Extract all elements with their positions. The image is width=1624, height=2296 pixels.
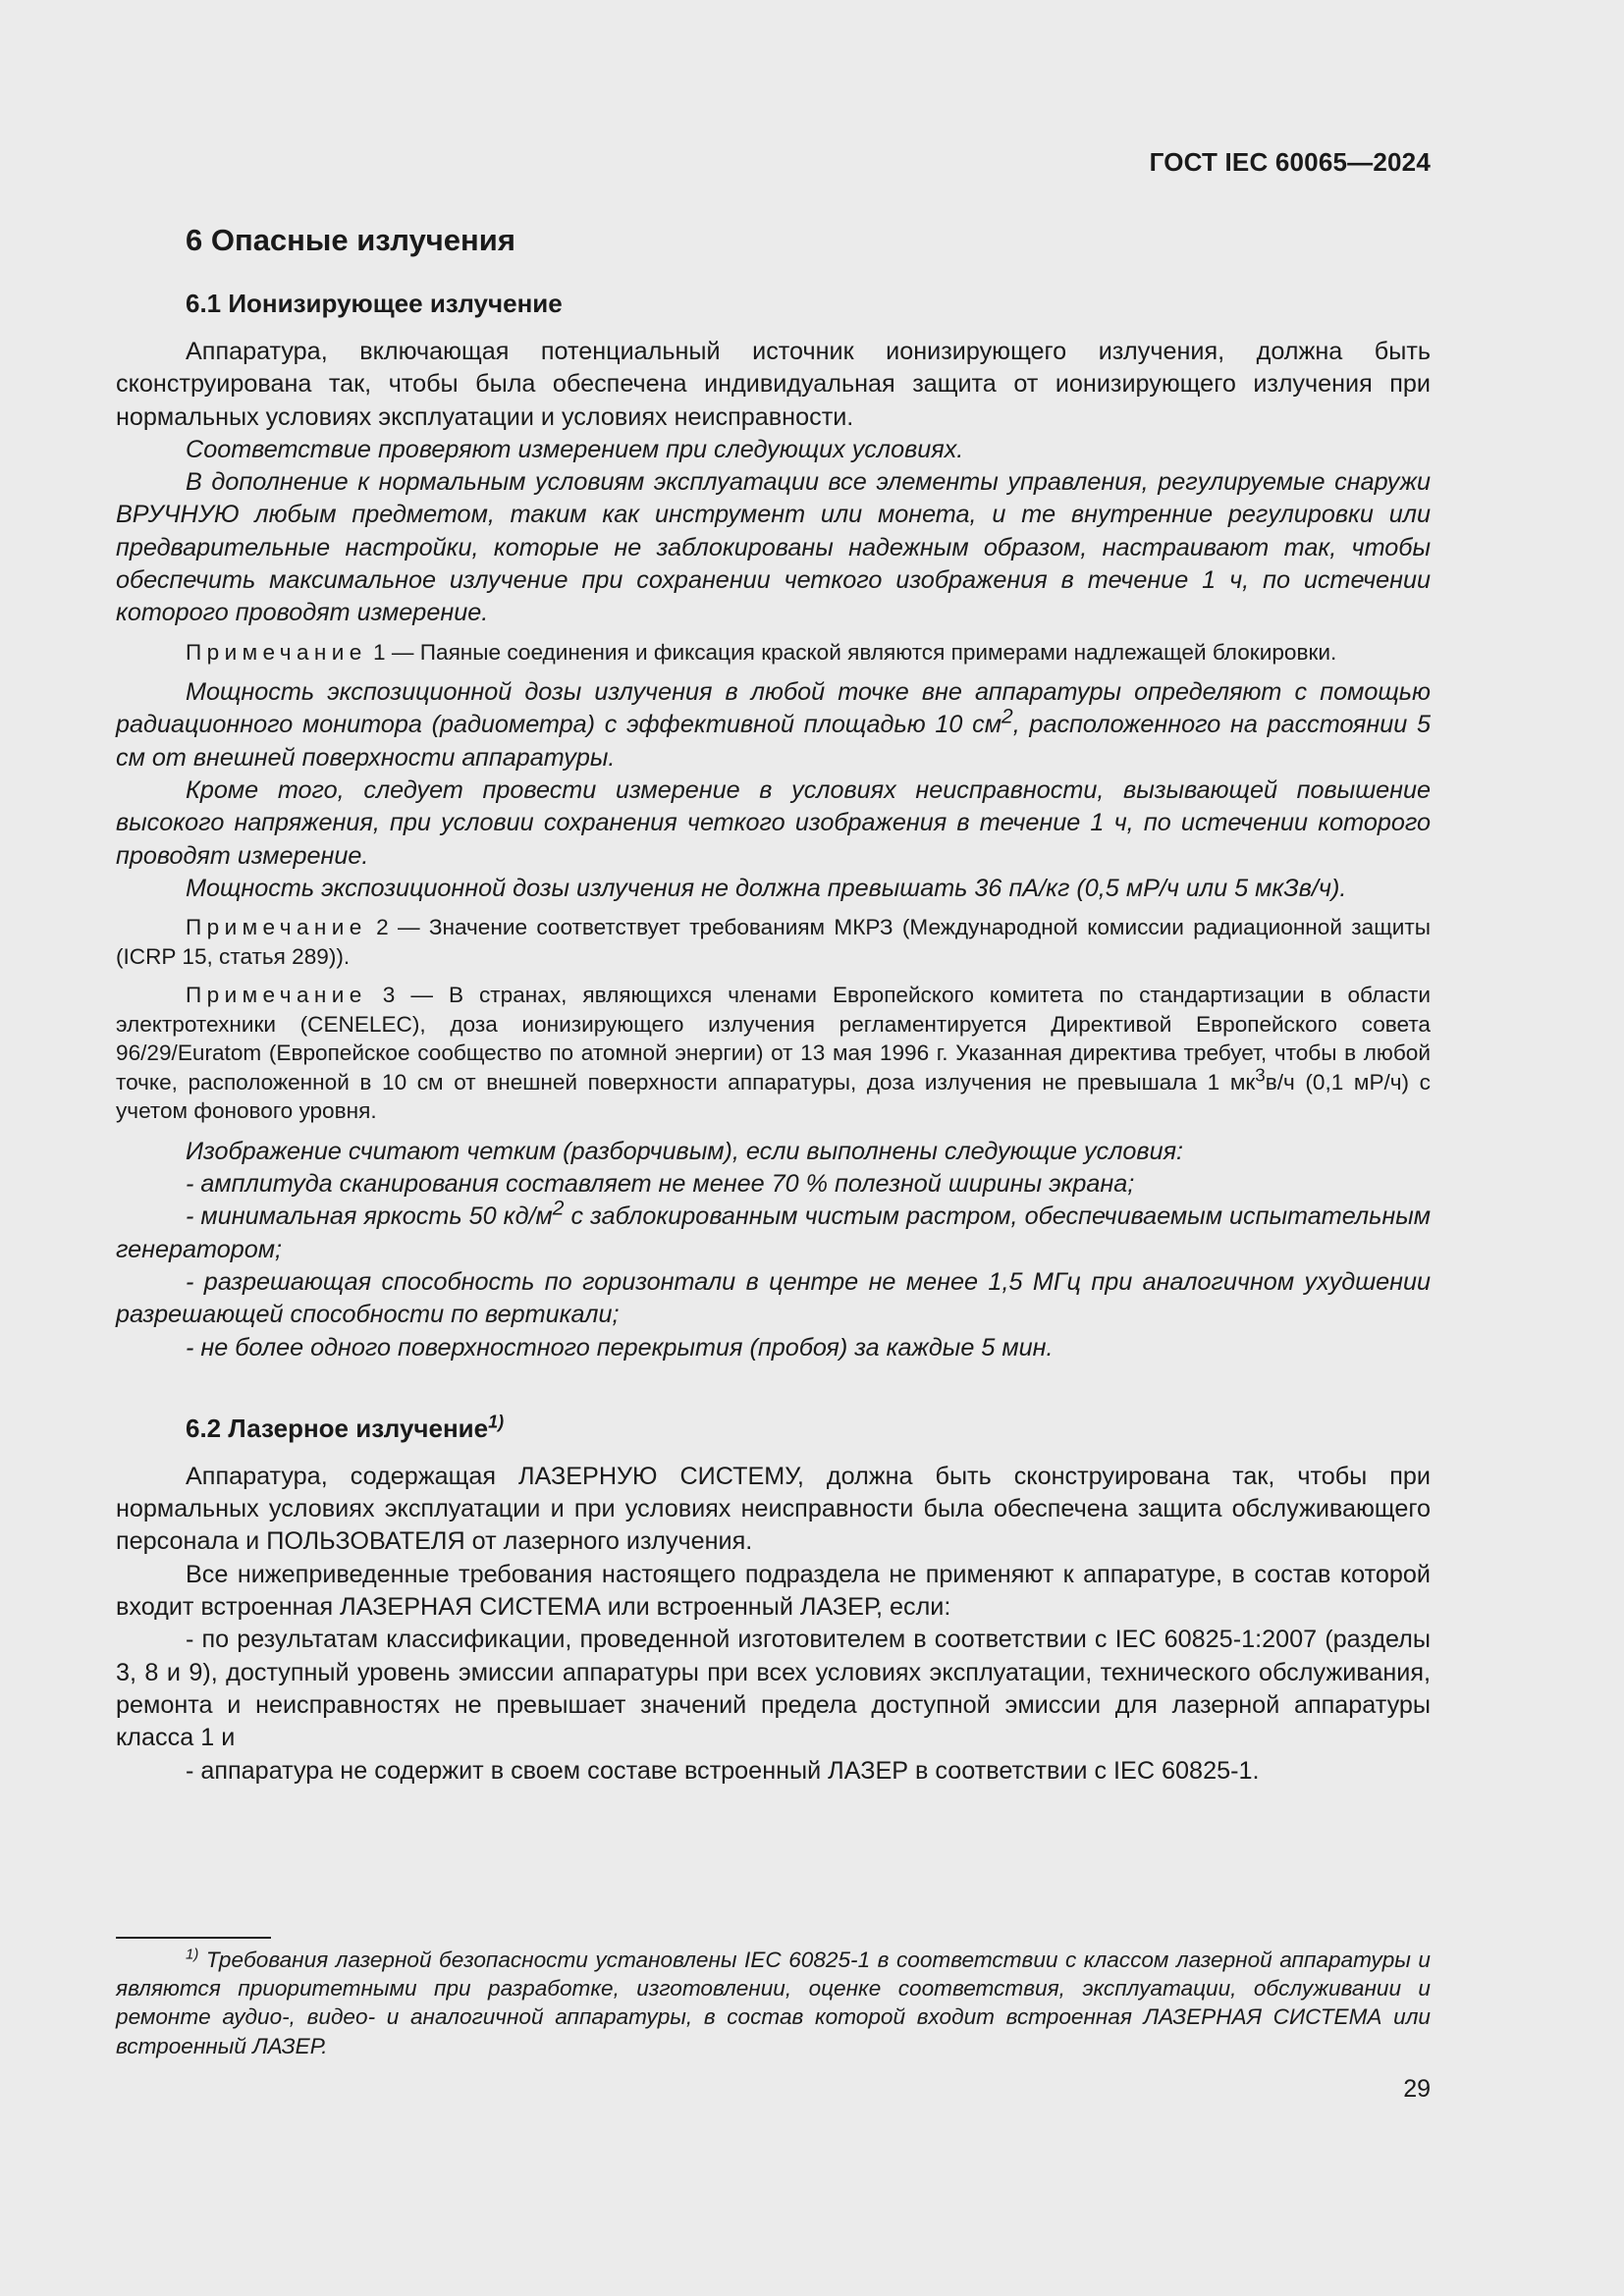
text-run: - минимальная яркость 50 кд/м <box>186 1202 553 1231</box>
paragraph-italic: Кроме того, следует провести измерение в условиях неисправности, вызывающей повышение высокого напряжения, при условии сохранения четкого изображения в течение 1 ч, по истечении которого проводят измерение. <box>116 776 1431 870</box>
footnote <box>116 1946 1431 2060</box>
footnote-marker: 1) <box>186 1946 199 1963</box>
note-text: 2 — Значение соответствует требованиям МКРЗ (Международной комиссии радиационной защиты (ICRP 15, статья 289)). <box>116 915 1431 969</box>
list-item: - по результатам классификации, проведенной изготовителем в соответствии с IEC 60825-1:2007 (разделы 3, 8 и 9), доступный уровень эмиссии аппаратуры при всех условиях эксплуатации, технического обслуживания, ремонта и неисправностях не превышает значений предела доступной эмиссии для лазерной аппаратуры класса 1 и <box>116 1626 1431 1752</box>
paragraph-italic: В дополнение к нормальным условиям эксплуатации все элементы управления, регулируемые снаружи ВРУЧНУЮ любым предметом, таким как инструмент или монета, и те внутренние регулировки или предварительные настройки, которые не заблокированы надежным образом, настраивают так, чтобы обеспечить максимальное излучение при сохранении четкого изображения в течение 1 ч, по истечении которого проводят измерение. <box>116 468 1431 627</box>
superscript: 2 <box>1001 706 1013 729</box>
paragraph: Аппаратура, включающая потенциальный источник ионизирующего излучения, должна быть сконструирована так, чтобы была обеспечена индивидуальная защита от ионизирующего излучения при нормальных условиях эксплуатации и условиях неисправности. <box>116 338 1431 431</box>
note-text: 3 — В странах, являющихся членами Европейского комитета по стандартизации в области электротехники (CENELEC), доза ионизирующего излучения регламентируется Директивой Европейского совета 96/29/Euratom (Европейское сообщество по атомной энергии) от 13 мая 1996 г. Указанная директива требует, чтобы в любой точке, расположенной в 10 см от внешней поверхности аппаратуры, доза излучения не превышала 1 мк <box>116 983 1431 1095</box>
document-header-id: ГОСТ IEC 60065—2024 <box>1149 147 1431 177</box>
note-label: Примечание <box>186 915 367 940</box>
paragraph: Аппаратура, содержащая ЛАЗЕРНУЮ СИСТЕМУ, должна быть сконструирована так, чтобы при нормальных условиях эксплуатации и при условиях неисправности была обеспечена защита обслуживающего персонала и ПОЛЬЗОВАТЕЛЯ от лазерного излучения. <box>116 1462 1431 1556</box>
subsection-6-1-title: 6.1 Ионизирующее излучение <box>186 289 563 318</box>
paragraph-italic <box>116 676 1431 774</box>
footnote-divider <box>116 1937 271 1939</box>
list-item: - разрешающая способность по горизонтали в центре не менее 1,5 МГц при аналогичном ухудшении разрешающей способности по вертикали; <box>116 1267 1431 1329</box>
note-2 <box>116 913 1431 971</box>
note-label: Примечание <box>186 983 367 1008</box>
section-6-title: 6 Опасные излучения <box>186 223 515 257</box>
list-item: - амплитуда сканирования составляет не менее 70 % полезной ширины экрана; <box>186 1170 1135 1199</box>
footnote-ref: 1) <box>488 1412 505 1432</box>
paragraph: Все нижеприведенные требования настоящего подраздела не применяют к аппаратуре, в состав которой входит встроенная ЛАЗЕРНАЯ СИСТЕМА или встроенный ЛАЗЕР, если: <box>116 1560 1431 1622</box>
note-1 <box>116 638 1431 667</box>
paragraph-italic: Соответствие проверяют измерением при следующих условиях. <box>186 435 964 463</box>
page-content <box>116 221 1431 1788</box>
note-text: в/ч (0,1 мР/ч) с учетом фонового уровня. <box>116 1069 1431 1124</box>
page-number: 29 <box>1403 2075 1431 2103</box>
footnote-text: Требования лазерной безопасности установлены IEC 60825-1 в соответствии с классом лазерной аппаратуры и являются приоритетными при разработке, изготовлении, оценке соответствия, эксплуатации, обслуживании и ремонте аудио-, видео- и аналогичной аппаратуры, в состав которой входит встроенная ЛАЗЕРНАЯ СИСТЕМА или встроенный ЛАЗЕР. <box>116 1948 1431 2058</box>
superscript: 3 <box>1255 1064 1266 1086</box>
list-item <box>116 1197 1431 1266</box>
note-text: 1 — Паяные соединения и фиксация краской являются примерами надлежащей блокировки. <box>366 639 1337 665</box>
text-run: , расположенного на расстоянии 5 см от внешней поверхности аппаратуры. <box>116 711 1431 772</box>
paragraph-italic: Изображение считают четким (разборчивым), если выполнены следующие условия: <box>186 1137 1184 1165</box>
subsection-6-2-title <box>186 1410 1431 1447</box>
paragraph-italic: Мощность экспозиционной дозы излучения не должна превышать 36 пА/кг (0,5 мР/ч или 5 мкЗв/ч). <box>186 874 1347 902</box>
note-label: Примечание <box>186 639 367 665</box>
list-item: - аппаратура не содержит в своем составе встроенный ЛАЗЕР в соответствии с IEC 60825-1. <box>186 1756 1260 1785</box>
heading-text: 6.2 Лазерное излучение <box>186 1413 489 1443</box>
text-run: с заблокированным чистым растром, обеспечиваемым испытательным генератором; <box>116 1202 1431 1263</box>
superscript: 2 <box>552 1197 565 1220</box>
list-item: - не более одного поверхностного перекрытия (пробоя) за каждые 5 мин. <box>186 1333 1054 1362</box>
text-run: Мощность экспозиционной дозы излучения в любой точке вне аппаратуры определяют с помощью радиационного монитора (радиометра) с эффективной площадью 10 см <box>116 678 1431 739</box>
note-3 <box>116 981 1431 1126</box>
